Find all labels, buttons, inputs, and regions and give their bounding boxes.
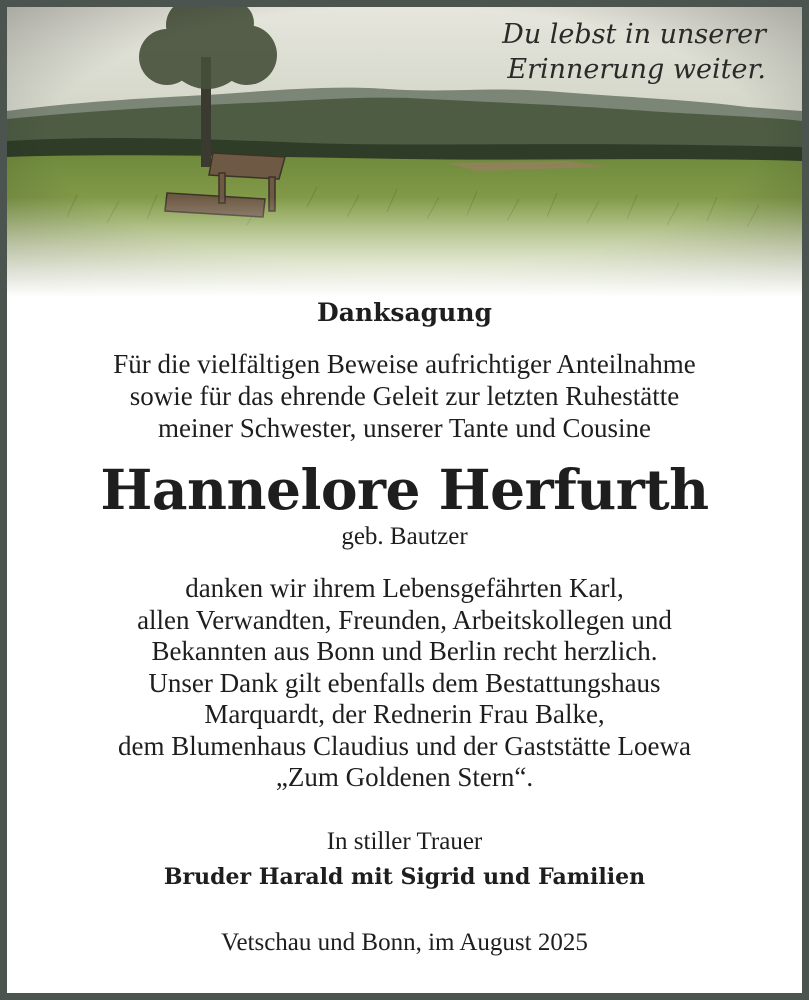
thanks-line: allen Verwandten, Freunden, Arbeitskollegen und xyxy=(137,604,672,635)
intro-line: meiner Schwester, unserer Tante und Cousine xyxy=(158,413,651,443)
motto-line: Du lebst in unserer xyxy=(502,19,766,50)
thanks-line: danken wir ihrem Lebensgefährten Karl, xyxy=(185,573,624,603)
thanks-line: dem Blumenhaus Claudius und der Gaststätte Loewa xyxy=(118,730,691,761)
thanks-text xyxy=(7,573,802,794)
thanks-line: Unser Dank gilt ebenfalls dem Bestattungshaus xyxy=(148,667,661,698)
intro-line: Für die vielfältigen Beweise aufrichtiger Anteilnahme xyxy=(113,349,696,379)
thanks-line: „Zum Goldenen Stern“. xyxy=(275,762,534,792)
mourning-line: In stiller Trauer xyxy=(326,827,483,855)
motto-line: Erinnerung weiter. xyxy=(507,54,766,85)
notice-body xyxy=(7,290,802,960)
intro-line: sowie für das ehrende Geleit zur letzten Ruhestätte xyxy=(129,381,680,411)
deceased-name: Hannelore Herfurth xyxy=(100,457,709,522)
place-date: Vetschau und Bonn, im August 2025 xyxy=(221,928,588,956)
notice-heading: Danksagung xyxy=(317,298,492,327)
intro-text xyxy=(7,348,802,444)
motto xyxy=(502,17,766,87)
signers: Bruder Harald mit Sigrid und Familien xyxy=(163,863,646,890)
thanks-line: Marquardt, der Rednerin Frau Balke, xyxy=(204,699,605,729)
maiden-name: geb. Bautzer xyxy=(341,523,468,550)
thanks-line: Bekannten aus Bonn und Berlin recht herzlich. xyxy=(151,636,658,666)
